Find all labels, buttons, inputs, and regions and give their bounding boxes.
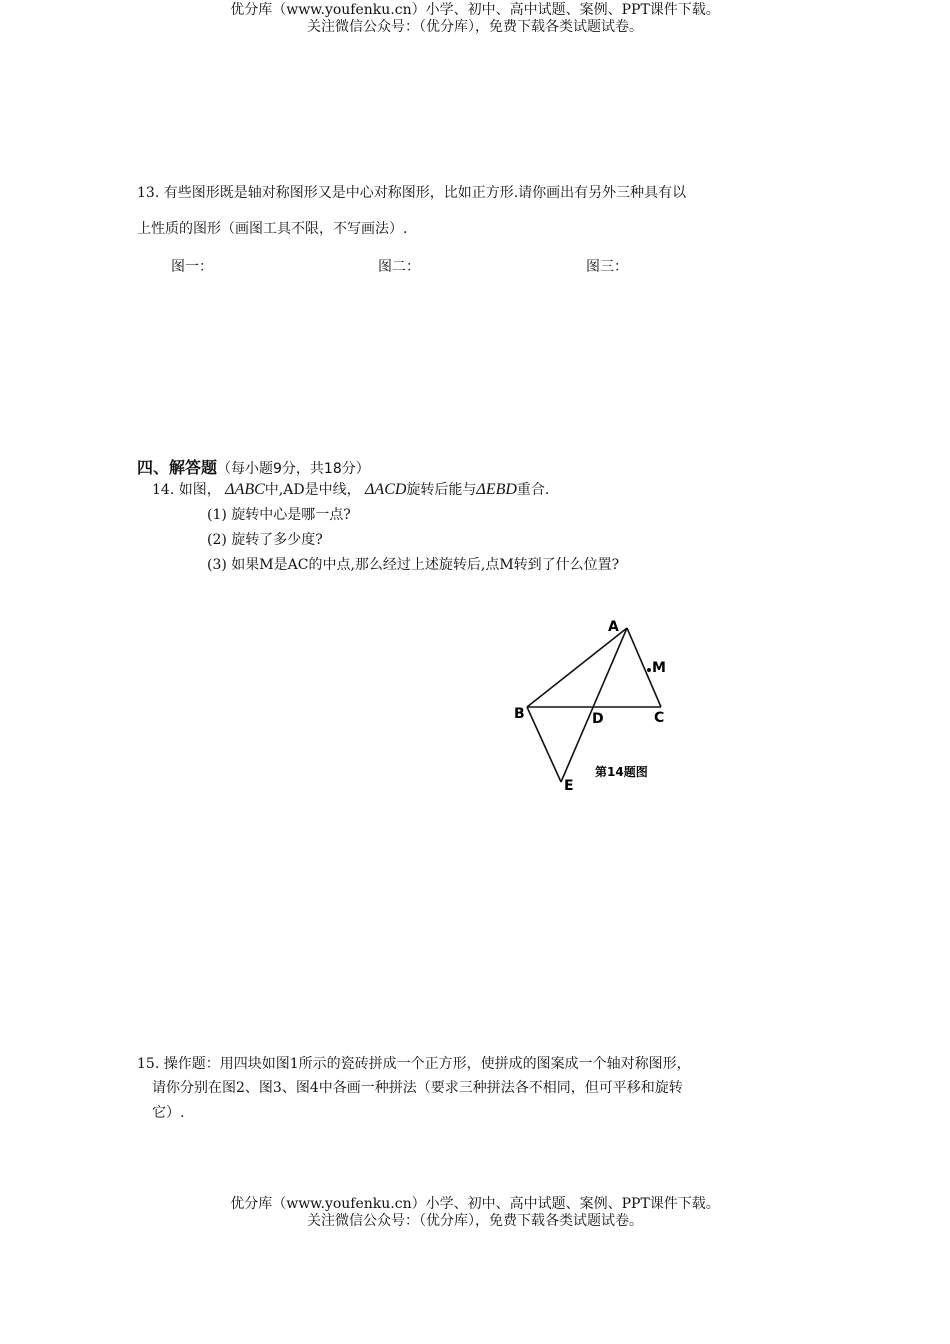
q13-figure-2-label: 图二：: [378, 259, 420, 275]
segment-ae: [561, 628, 627, 782]
label-c: C: [654, 710, 665, 726]
label-b: B: [514, 706, 525, 722]
q14-triangle-ebd: ΔEBD: [476, 481, 517, 498]
label-m: M: [652, 660, 666, 676]
section-4-title: 四、解答题: [137, 458, 218, 477]
header-line-1: 优分库（www.youfenku.cn）小学、初中、高中试题、案例、PPT课件下载。: [230, 2, 720, 18]
q14-triangle-acd: ΔACD: [365, 481, 407, 498]
figure-14-caption: 第14题图: [595, 765, 648, 779]
q14-triangle-abc: ΔABC: [225, 481, 265, 498]
q15-line-3: 它）.: [152, 1105, 185, 1121]
segment-be: [527, 707, 561, 782]
q15-line-1: 15. 操作题：用四块如图1所示的瓷砖拼成一个正方形，使拼成的图案成一个轴对称图形，: [137, 1056, 691, 1072]
section-4-note: （每小题9分，共18分）: [217, 461, 370, 477]
q13-figure-3-label: 图三：: [586, 259, 628, 275]
label-a: A: [608, 619, 619, 635]
header-line-2: 关注微信公众号：（优分库），免费下载各类试题试卷。: [307, 19, 643, 35]
q14-sub-2: (2) 旋转了多少度?: [207, 532, 323, 548]
q15-line-2: 请你分别在图2、图3、图4中各画一种拼法（要求三种拼法各不相同，但可平移和旋转: [152, 1080, 683, 1096]
footer-line-2: 关注微信公众号：（优分库），免费下载各类试题试卷。: [307, 1213, 643, 1229]
q14-suffix: 重合.: [516, 482, 550, 498]
q13-figure-1-label: 图一：: [171, 259, 213, 275]
q14-mid-2: 旋转后能与: [406, 482, 477, 498]
label-d: D: [592, 711, 604, 727]
q14-sub-3: (3) 如果M是AC的中点,那么经过上述旋转后,点M转到了什么位置?: [207, 557, 620, 573]
footer-line-1: 优分库（www.youfenku.cn）小学、初中、高中试题、案例、PPT课件下载。: [230, 1196, 720, 1212]
label-e: E: [564, 778, 574, 794]
q14-sub-1: (1) 旋转中心是哪一点?: [207, 507, 351, 523]
segment-ab: [527, 628, 627, 707]
q13-line-1: 13. 有些图形既是轴对称图形又是中心对称图形，比如正方形.请你画出有另外三种具有以: [137, 185, 687, 201]
q14-mid-1: 中,AD是中线，: [264, 482, 361, 498]
point-m: [647, 668, 651, 672]
figure-14: [500, 605, 700, 800]
q13-line-2: 上性质的图形（画图工具不限，不写画法）.: [137, 221, 408, 237]
section-4-heading: [137, 455, 370, 478]
q14-stem: [152, 479, 549, 499]
q14-prefix: 14. 如图，: [152, 482, 221, 498]
